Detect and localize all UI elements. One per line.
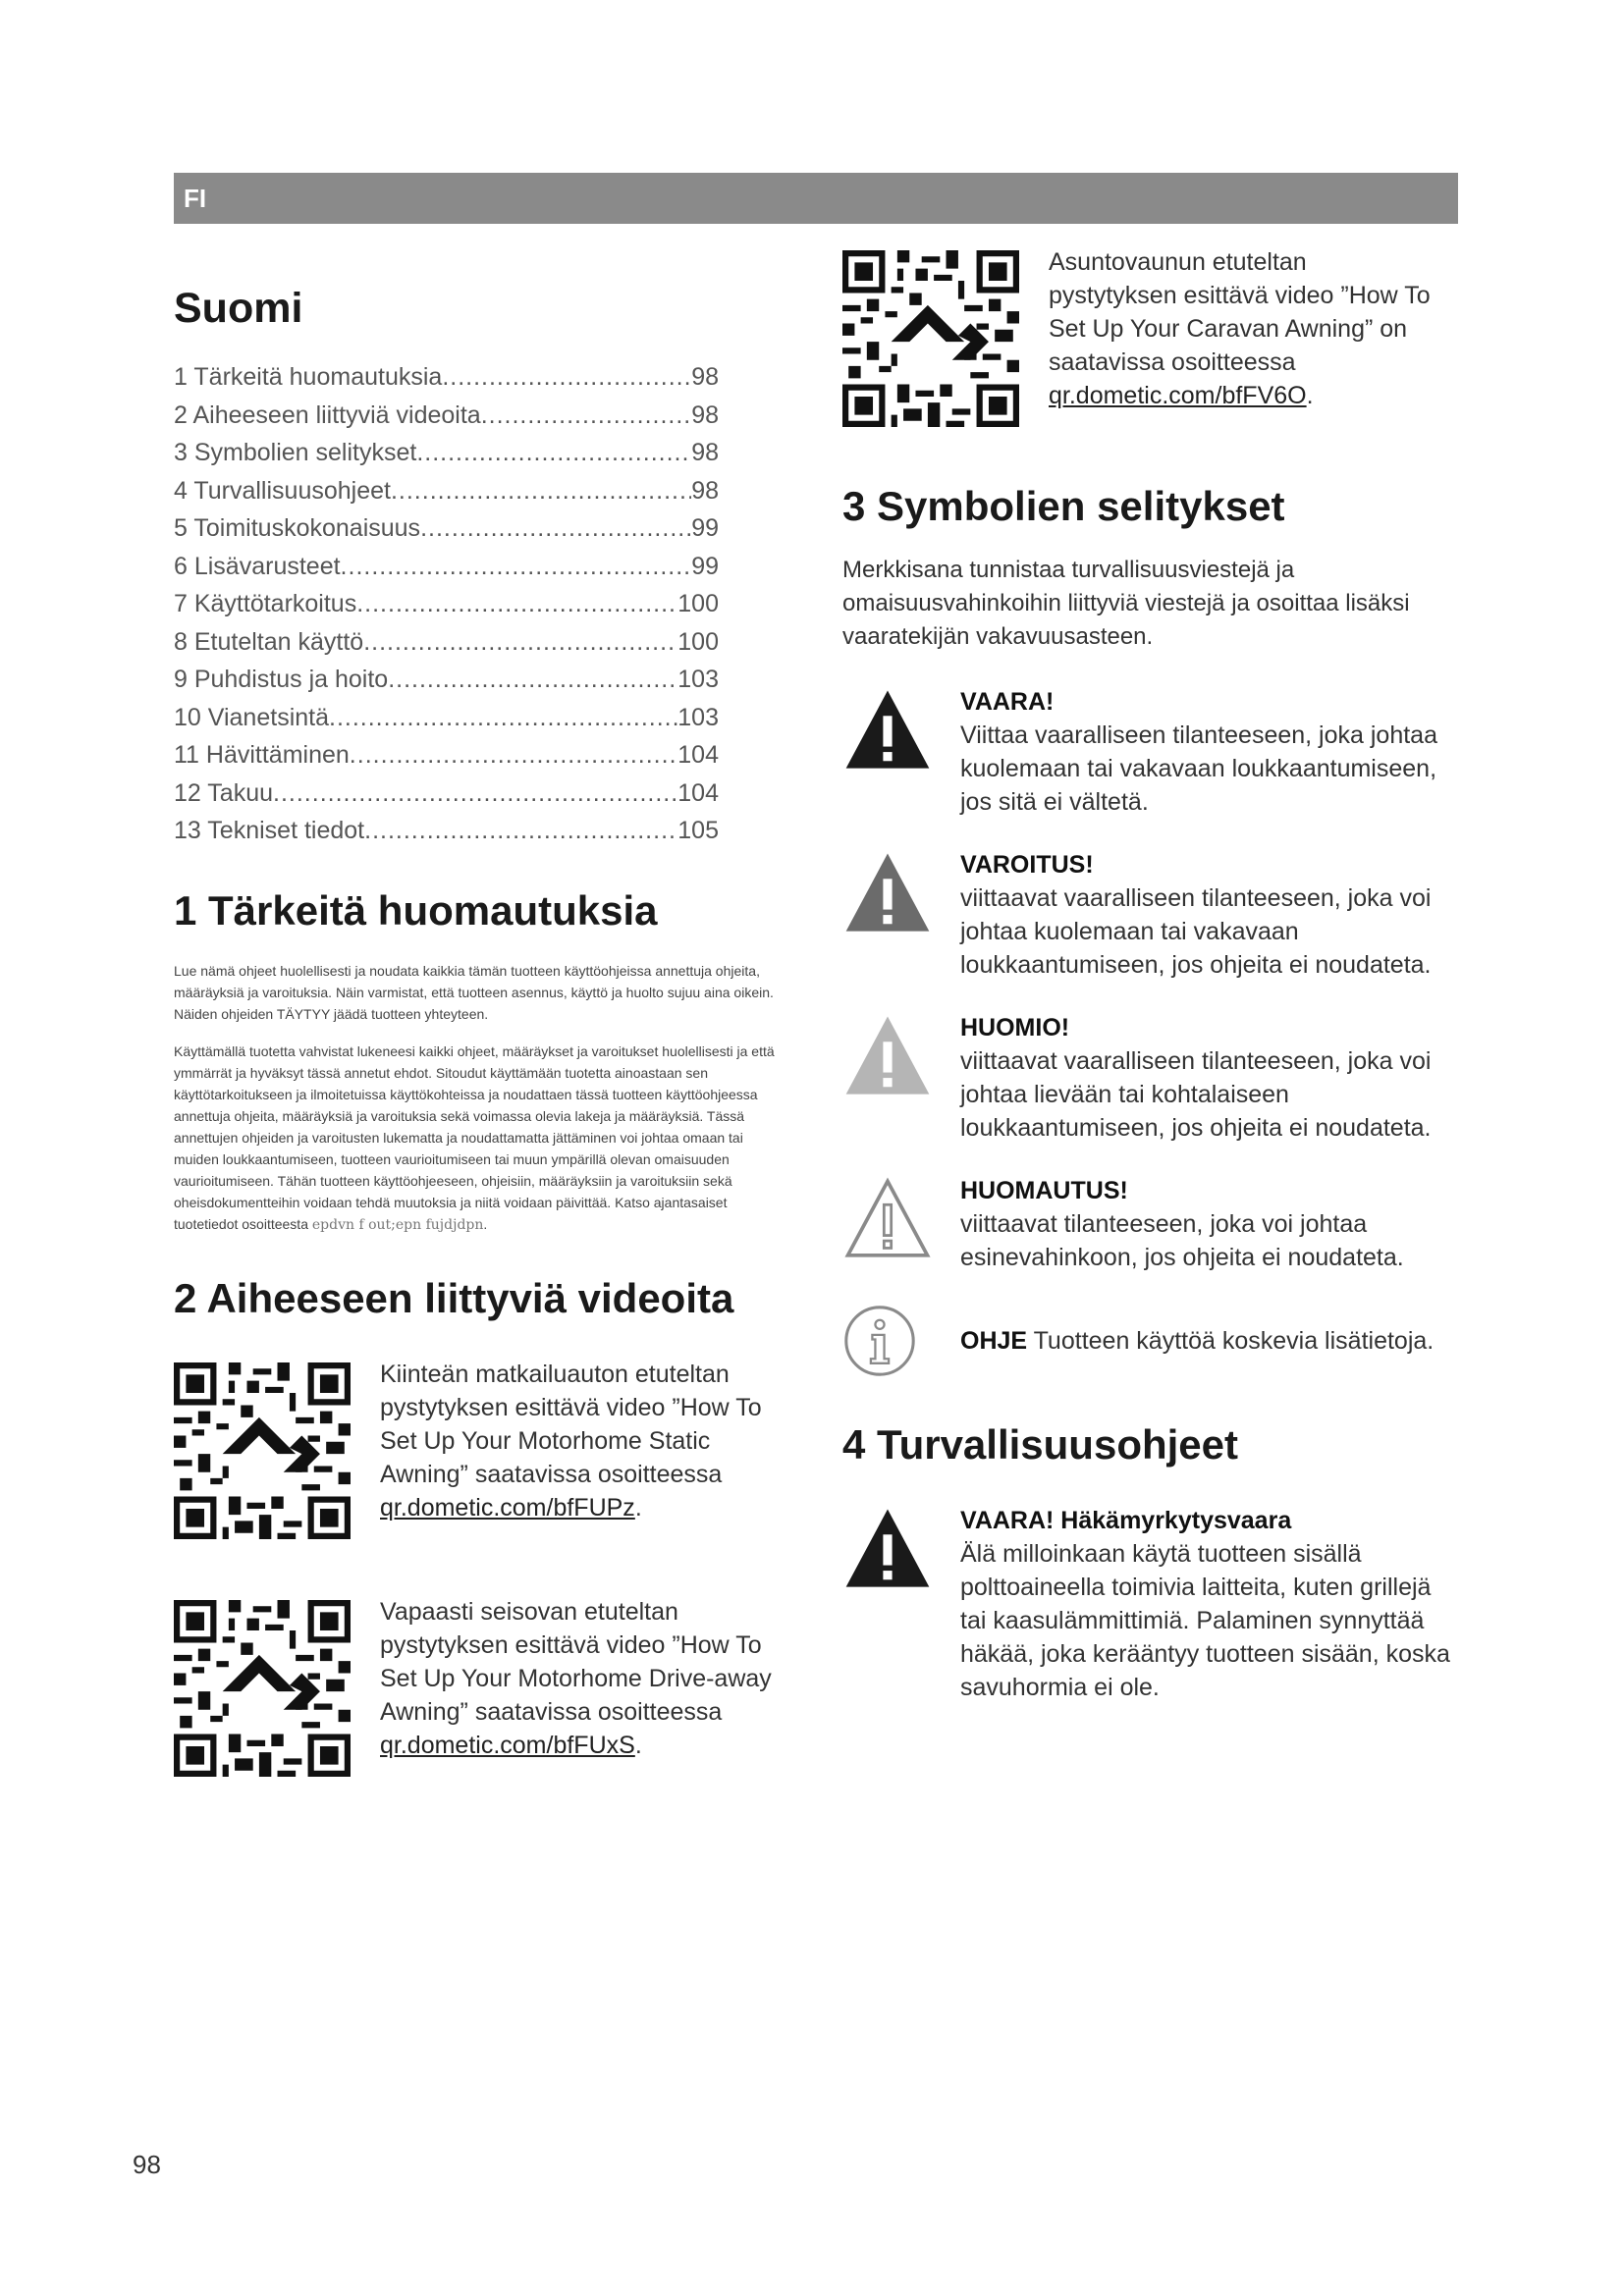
caution-icon (842, 1011, 933, 1101)
toc-item[interactable] (174, 397, 719, 435)
symbol-text: Tuotteen käyttöä koskevia lisätietoja. (1033, 1327, 1435, 1355)
video-item (174, 1358, 802, 1544)
toc-item-title: 11 Hävittäminen (174, 741, 350, 769)
danger-warning-icon (842, 685, 933, 775)
video-description: Kiinteän matkailuauton etuteltan pystytyksen esittävä video ”How To Set Up Your Motorhome Static Awning” saatavissa osoitteessa qr.dometic.com/bfFUPz. (380, 1360, 762, 1522)
symbol-notice (842, 1174, 1461, 1274)
language-code: FI (184, 184, 207, 213)
toc-item-page: 98 (691, 476, 719, 505)
page-title: Suomi (174, 285, 303, 332)
warning-icon (842, 848, 933, 938)
qr-code-icon[interactable] (842, 245, 1019, 432)
toc-item-page: 98 (691, 363, 719, 391)
toc-item-title: 9 Puhdistus ja hoito (174, 666, 389, 693)
video-text: Asuntovaunun etuteltan pystytyksen esittävä video ”How To Set Up Your Caravan Awning” on saatavissa osoitteessa (1049, 248, 1431, 376)
toc-item-page: 103 (677, 703, 719, 731)
symbol-title: OHJE (960, 1327, 1028, 1355)
toc-item-title: 2 Aiheeseen liittyviä videoita (174, 400, 481, 429)
symbol-warning (842, 848, 1461, 982)
symbol-title: HUOMAUTUS! (960, 1177, 1128, 1204)
toc-item[interactable] (174, 472, 719, 510)
right-column (842, 245, 1461, 1704)
toc-item-page: 103 (677, 666, 719, 693)
symbol-description (960, 1174, 1461, 1274)
video-description: Asuntovaunun etuteltan pystytyksen esittävä video ”How To Set Up Your Caravan Awning” on saatavissa osoitteessa qr.dometic.com/bfFV6O. (1049, 248, 1431, 409)
toc-item[interactable] (174, 661, 719, 699)
toc-item-page: 105 (677, 817, 719, 844)
toc-item-title: 13 Tekniset tiedot (174, 817, 365, 844)
toc-item[interactable] (174, 812, 719, 850)
symbol-title: HUOMIO! (960, 1014, 1070, 1041)
warning-title: VAARA! Häkämyrkytysvaara (960, 1507, 1292, 1534)
qr-code-icon[interactable] (174, 1595, 351, 1782)
toc-item-page: 100 (677, 627, 719, 656)
toc-item-page: 100 (677, 590, 719, 617)
section-4-heading: 4 Turvallisuusohjeet (842, 1421, 1238, 1468)
symbol-text: viittaavat tilanteeseen, joka voi johtaa esinevahinkoon, jos ohjeita ei noudateta. (960, 1210, 1404, 1271)
video-item (842, 245, 1461, 432)
section-3-heading: 3 Symbolien selitykset (842, 483, 1285, 529)
toc-item[interactable] (174, 509, 719, 548)
toc-item-page: 98 (691, 439, 719, 466)
danger-warning-icon (842, 1504, 933, 1594)
video-link[interactable]: qr.dometic.com/bfFUPz (380, 1493, 635, 1522)
toc-item-page: 98 (691, 400, 719, 429)
toc-item-title: 3 Symbolien selitykset (174, 439, 417, 466)
warning-description (960, 1504, 1461, 1704)
toc-item-page: 99 (691, 552, 719, 580)
symbol-title: VAROITUS! (960, 851, 1094, 879)
symbol-description (960, 1324, 1434, 1358)
toc-item[interactable] (174, 623, 719, 662)
toc-item[interactable] (174, 585, 719, 623)
toc-item-title: 5 Toimituskokonaisuus (174, 514, 421, 542)
toc-item-page: 104 (677, 741, 719, 769)
section-3-intro: Merkkisana tunnistaa turvallisuusviestejä ja omaisuusvahinkoihin liittyviä viestejä ja osoittaa lisäksi vaaratekijän vakavuusasteen. (842, 557, 1410, 650)
left-column (174, 285, 802, 1782)
toc-item-title: 8 Etuteltan käyttö (174, 627, 364, 656)
symbol-caution (842, 1011, 1461, 1145)
section-2-heading: 2 Aiheeseen liittyviä videoita (174, 1274, 734, 1321)
toc-item-page: 99 (691, 514, 719, 542)
toc-item-title: 6 Lisävarusteet (174, 552, 341, 580)
video-item (174, 1595, 802, 1782)
page-number: 98 (133, 2150, 161, 2179)
safety-warning (842, 1504, 1461, 1704)
toc-item[interactable] (174, 548, 719, 586)
toc-item-page: 104 (677, 778, 719, 807)
symbol-description (960, 848, 1461, 982)
section-1-paragraph-1: Lue nämä ohjeet huolellisesti ja noudata kaikkia tämän tuotteen käyttöohjeissa annettuja ohjeita, määräyksiä ja varoituksia. Näin varmistat, että tuotteen asennus, käyttö ja huolto sujuu aina oikein. Näiden ohjeiden TÄYTYY jäädä tuotteen yhteyteen. (174, 962, 774, 1022)
symbol-text: viittaavat vaaralliseen tilanteeseen, joka voi johtaa kuolemaan tai vakavaan loukkaantumiseen, jos ohjeita ei noudateta. (960, 884, 1432, 979)
language-header-bar (174, 173, 1458, 224)
qr-code-icon[interactable] (174, 1358, 351, 1544)
video-description: Vapaasti seisovan etuteltan pystytyksen esittävä video ”How To Set Up Your Motorhome Drive-away Awning” saatavissa osoitteessa qr.dometic.com/bfFUxS. (380, 1597, 772, 1759)
toc-item-title: 1 Tärkeitä huomautuksia (174, 363, 443, 391)
symbol-text: Viittaa vaaralliseen tilanteeseen, joka johtaa kuolemaan tai vakavaan loukkaantumiseen, jos sitä ei vältetä. (960, 721, 1437, 816)
section-1-paragraph-2-text: Käyttämällä tuotetta vahvistat lukeneesi kaikki ohjeet, määräykset ja varoitukset huolellisesti ja että ymmärrät ja hyväksyt tässä annetut ehdot. Sitoudut käyttämään tuotetta ainoastaan sen käyttötarkoitukseen ja ilmoitetuissa käyttökohteissa ja noudattaen tässä tuotteen käyttöohjeessa annettuja ohjeita, määräyksiä ja varoituksia sekä voimassa olevia lakeja ja määräyksiä. Tässä annettujen ohjeiden ja varoitusten lukematta ja noudattamatta jättäminen voi johtaa omaan tai muiden loukkaantumiseen, tuotteen vaurioitumiseen tai muun ympärillä olevan omaisuuden vaurioitumiseen. Tähän tuotteen käyttöohjeeseen, ohjeisiin, määräyksiin ja varoituksiin sekä oheisdokumentteihin voidaan tehdä muutoksia ja niitä voidaan päivittää. Katso ajantasaiset tuotetiedot osoitteesta (174, 1042, 775, 1232)
section-1-heading: 1 Tärkeitä huomautuksia (174, 886, 658, 934)
symbol-info (842, 1304, 1461, 1378)
toc-item[interactable] (174, 736, 719, 774)
toc-item-title: 4 Turvallisuusohjeet (174, 476, 391, 505)
toc-item-title: 7 Käyttötarkoitus (174, 590, 357, 617)
symbol-description (960, 1011, 1461, 1145)
product-info-link[interactable]: epdvn f out;epn fujdjdpn (311, 1216, 484, 1233)
toc-item[interactable] (174, 358, 719, 397)
toc-item-title: 10 Vianetsintä (174, 703, 329, 731)
toc-item[interactable] (174, 434, 719, 472)
toc-item[interactable] (174, 774, 719, 813)
symbol-danger (842, 685, 1461, 819)
table-of-contents (174, 358, 802, 850)
toc-item-title: 12 Takuu (174, 778, 274, 807)
video-link[interactable]: qr.dometic.com/bfFUxS (380, 1731, 635, 1759)
symbol-description (960, 685, 1461, 819)
notice-icon (842, 1174, 933, 1264)
video-text: Kiinteän matkailuauton etuteltan pystytyksen esittävä video ”How To Set Up Your Motorhome Static Awning” saatavissa osoitteessa (380, 1360, 762, 1488)
video-link[interactable]: qr.dometic.com/bfFV6O (1049, 382, 1307, 409)
symbol-title: VAARA! (960, 688, 1055, 716)
symbol-text: viittaavat vaaralliseen tilanteeseen, joka voi johtaa lievään tai kohtalaiseen loukkaantumiseen, jos ohjeita ei noudateta. (960, 1047, 1432, 1142)
warning-text: Älä milloinkaan käytä tuotteen sisällä polttoaineella toimivia laitteita, kuten grillejä tai kaasulämmittimiä. Palaminen synnyttää häkää, joka kerääntyy tuotteen sisään, koska savuhormia ei ole. (960, 1540, 1450, 1701)
toc-item[interactable] (174, 699, 719, 737)
info-icon (842, 1304, 917, 1378)
video-text: Vapaasti seisovan etuteltan pystytyksen esittävä video ”How To Set Up Your Motorhome Drive-away Awning” saatavissa osoitteessa (380, 1597, 772, 1726)
section-1-paragraph-2: Käyttämällä tuotetta vahvistat lukeneesi kaikki ohjeet, määräykset ja varoitukset huolellisesti ja että ymmärrät ja hyväksyt tässä annetut ehdot. Sitoudut käyttämään tuotetta ainoastaan sen käyttötarkoitukseen ja ilmoitetuissa käyttökohteissa ja noudattaen tässä tuotteen käyttöohjeessa annettuja ohjeita, määräyksiä ja varoituksia sekä voimassa olevia lakeja ja määräyksiä. Tässä annettujen ohjeiden ja varoitusten lukematta ja noudattamatta jättäminen voi johtaa omaan tai muiden loukkaantumiseen, tuotteen vaurioitumiseen tai muun ympärillä olevan omaisuuden vaurioitumiseen. Tähän tuotteen käyttöohjeeseen, ohjeisiin, määräyksiin ja varoituksiin sekä oheisdokumentteihin voidaan tehdä muutoksia ja niitä voidaan päivittää. Katso ajantasaiset tuotetiedot osoitteesta epdvn f out;epn fujdjdpn. (174, 1042, 775, 1233)
